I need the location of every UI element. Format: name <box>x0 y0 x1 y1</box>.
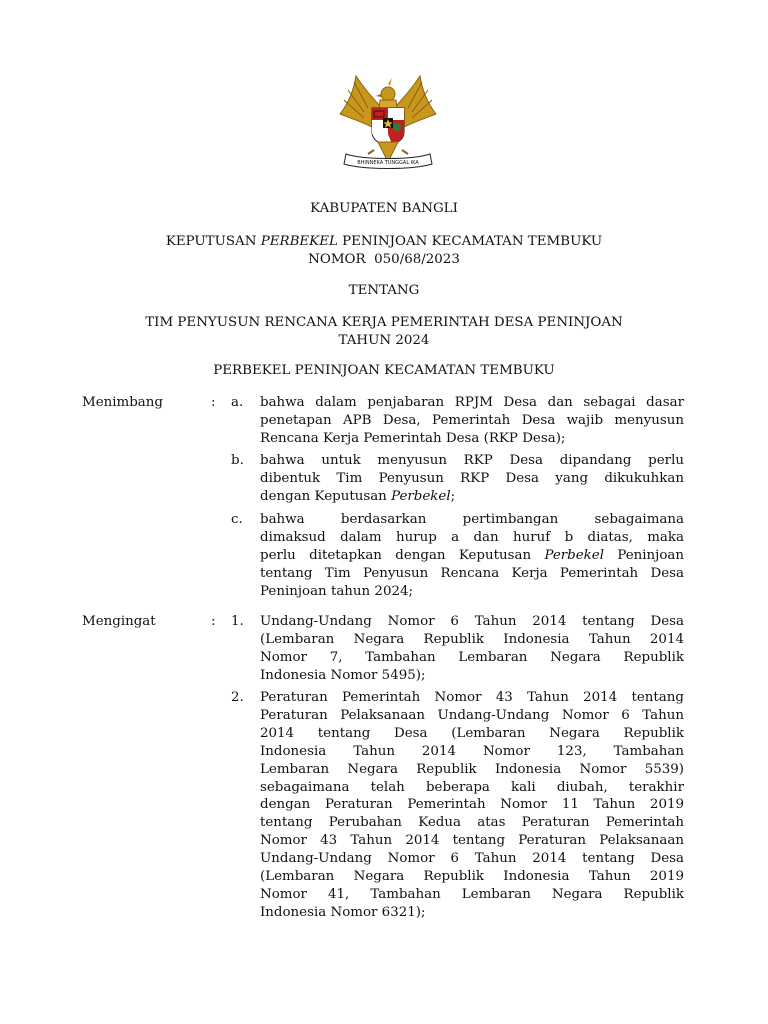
mengingat-mark-2: 2. <box>231 690 244 705</box>
garuda-pancasila-emblem <box>334 70 442 178</box>
menimbang-item-b <box>260 452 684 506</box>
menimbang-colon: : <box>211 395 216 410</box>
subject-line-1: TIM PENYUSUN RENCANA KERJA PEMERINTAH DESA PENINJOAN <box>145 315 623 330</box>
mengingat-colon: : <box>211 614 216 629</box>
paragraph-line: bahwa dalam penjabaran RPJM Desa dan sebagai dasar <box>260 395 684 410</box>
paragraph-line: perlu ditetapkan dengan Keputusan Perbekel Peninjoan <box>260 547 684 563</box>
mengingat-item-2 <box>260 689 684 922</box>
paragraph-line: Peraturan Pemerintah Nomor 43 Tahun 2014 tentang <box>260 690 684 705</box>
paragraph-line: dimaksud dalam hurup a dan huruf b diatas, maka <box>260 529 684 545</box>
paragraph-line: Undang-Undang Nomor 6 Tahun 2014 tentang Desa <box>260 614 684 629</box>
paragraph-line: Indonesia Nomor 6321); <box>260 904 426 920</box>
paragraph-line: 2014 tentang Desa (Lembaran Negara Republik <box>260 725 684 741</box>
paragraph-line: tentang Tim Penyusun Rencana Kerja Pemerintah Desa <box>260 565 684 581</box>
menimbang-mark-b: b. <box>231 453 244 468</box>
paragraph-line: Nomor 41, Tambahan Lembaran Negara Republik <box>260 886 684 902</box>
mengingat-label: Mengingat <box>82 614 156 629</box>
paragraph-line: Undang-Undang Nomor 6 Tahun 2014 tentang Desa <box>260 851 684 867</box>
menimbang-label: Menimbang <box>82 395 163 410</box>
svg-text:BHINNEKA TUNGGAL IKA: BHINNEKA TUNGGAL IKA <box>357 160 419 166</box>
mengingat-item-1 <box>260 613 684 685</box>
paragraph-line: penetapan APB Desa, Pemerintah Desa wajib menyusun <box>260 412 684 428</box>
paragraph-line: bahwa berdasarkan pertimbangan sebagaimana <box>260 512 684 527</box>
subject-line-2: TAHUN 2024 <box>338 333 430 348</box>
decree-title <box>0 233 768 251</box>
menimbang-mark-a: a. <box>231 395 244 410</box>
paragraph-line: (Lembaran Negara Republik Indonesia Tahun 2019 <box>260 869 684 885</box>
issuer-heading: PERBEKEL PENINJOAN KECAMATAN TEMBUKU <box>213 363 555 378</box>
paragraph-line: Peninjoan tahun 2024; <box>260 583 414 599</box>
decree-italic: PERBEKEL <box>260 234 338 249</box>
paragraph-line: Indonesia Tahun 2014 Nomor 123, Tambahan <box>260 743 684 759</box>
paragraph-line: bahwa untuk menyusun RKP Desa dipandang perlu <box>260 453 684 468</box>
paragraph-line: Nomor 7, Tambahan Lembaran Negara Republik <box>260 649 684 665</box>
region-title: KABUPATEN BANGLI <box>310 201 458 216</box>
paragraph-line: sebagaimana telah beberapa kali diubah, terakhir <box>260 779 684 795</box>
paragraph-line: dengan Peraturan Pemerintah Nomor 11 Tahun 2019 <box>260 797 684 813</box>
paragraph-line: Lembaran Negara Republik Indonesia Nomor 5539) <box>260 761 684 777</box>
decree-post: PENINJOAN KECAMATAN TEMBUKU <box>342 234 603 249</box>
menimbang-mark-c: c. <box>231 512 243 527</box>
paragraph-line: tentang Perubahan Kedua atas Peraturan Pemerintah <box>260 815 684 831</box>
paragraph-line: Nomor 43 Tahun 2014 tentang Peraturan Pelaksanaan <box>260 833 684 849</box>
mengingat-mark-1: 1. <box>231 614 244 629</box>
menimbang-item-c <box>260 511 684 601</box>
paragraph-line: Peraturan Pelaksanaan Undang-Undang Nomor 6 Tahun <box>260 707 684 723</box>
paragraph-line: Rencana Kerja Pemerintah Desa (RKP Desa); <box>260 430 566 446</box>
paragraph-line: dengan Keputusan Perbekel; <box>260 488 456 504</box>
decree-pre: KEPUTUSAN <box>165 234 257 249</box>
about-heading: TENTANG <box>348 283 420 298</box>
paragraph-line: (Lembaran Negara Republik Indonesia Tahun 2014 <box>260 631 684 647</box>
decree-number: NOMOR 050/68/2023 <box>308 252 460 267</box>
menimbang-item-a <box>260 394 684 448</box>
paragraph-line: dibentuk Tim Penyusun RKP Desa yang dikukuhkan <box>260 470 684 486</box>
paragraph-line: Indonesia Nomor 5495); <box>260 667 426 683</box>
